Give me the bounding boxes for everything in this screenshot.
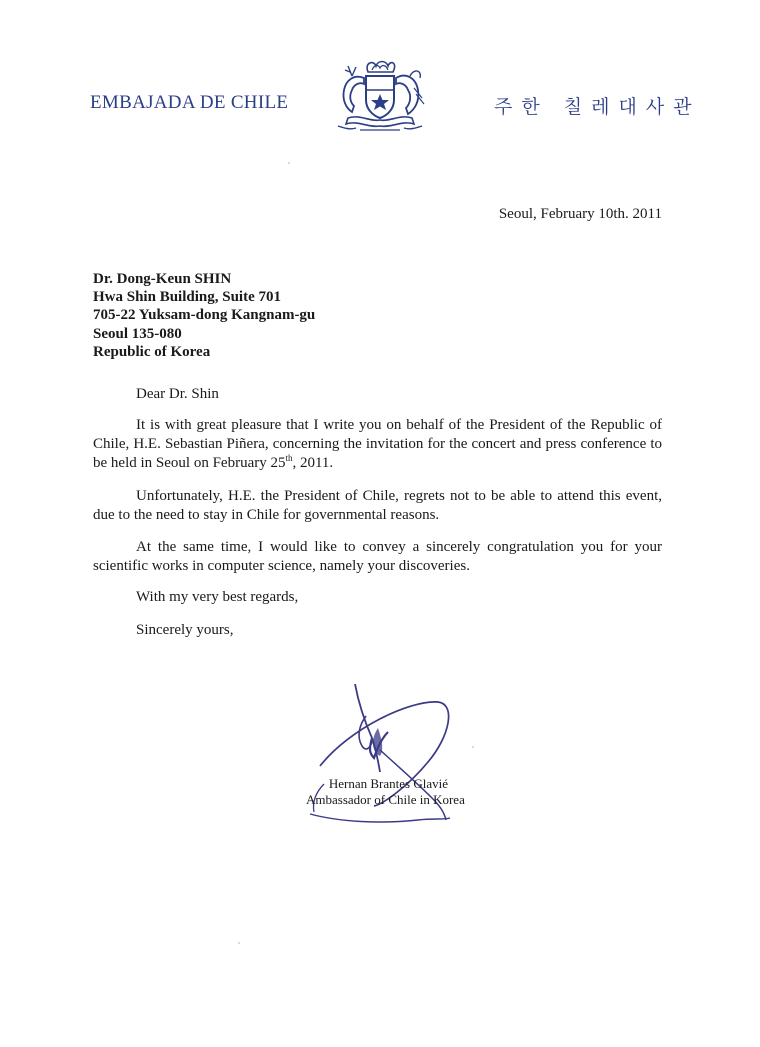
salutation: Dear Dr. Shin bbox=[136, 386, 219, 402]
closing-sign-off: Sincerely yours, bbox=[136, 622, 234, 638]
recipient-address-line: 705-22 Yuksam-dong Kangnam-gu bbox=[93, 307, 316, 324]
chilean-coat-of-arms-icon bbox=[330, 58, 430, 136]
recipient-city: Seoul 135-080 bbox=[93, 325, 182, 342]
signer-block bbox=[306, 776, 465, 808]
paper-speck bbox=[472, 746, 474, 748]
recipient-country: Republic of Korea bbox=[93, 343, 211, 360]
body-paragraph bbox=[93, 416, 662, 474]
signer-name: Hernan Brantes Glavié bbox=[328, 776, 448, 791]
signer-title: Ambassador of Chile in Korea bbox=[306, 792, 465, 807]
paragraph-text: It is with great pleasure that I write you on behalf of the President of the Republic of Chile, H.E. Sebastian Piñera, concerning the invitation for the concert and press conference to be held in Seoul on February 25 bbox=[93, 417, 662, 472]
body-paragraph: At the same time, I would like to convey a sincerely congratulation you for your scientific works in computer science, namely your discoveries. bbox=[93, 539, 662, 575]
ordinal-suffix: th bbox=[285, 453, 293, 464]
recipient-address-line: Hwa Shin Building, Suite 701 bbox=[93, 289, 281, 306]
body-paragraph: Unfortunately, H.E. the President of Chile, regrets not to be able to attend this event, due to the need to stay in Chile for governmental reasons. bbox=[93, 488, 662, 524]
paper-speck bbox=[288, 162, 290, 164]
paper-speck bbox=[238, 942, 240, 944]
paragraph-text-end: , 2011. bbox=[292, 455, 334, 472]
letterhead-embassy-name-korean: 주한 칠레대사관 bbox=[494, 96, 701, 118]
letter-date: Seoul, February 10th. 2011 bbox=[498, 206, 662, 222]
recipient-name: Dr. Dong-Keun SHIN bbox=[93, 271, 232, 287]
closing-regards: With my very best regards, bbox=[136, 589, 299, 605]
letterhead-embassy-name: EMBAJADA DE CHILE bbox=[90, 92, 289, 113]
recipient-address-block bbox=[93, 270, 315, 361]
